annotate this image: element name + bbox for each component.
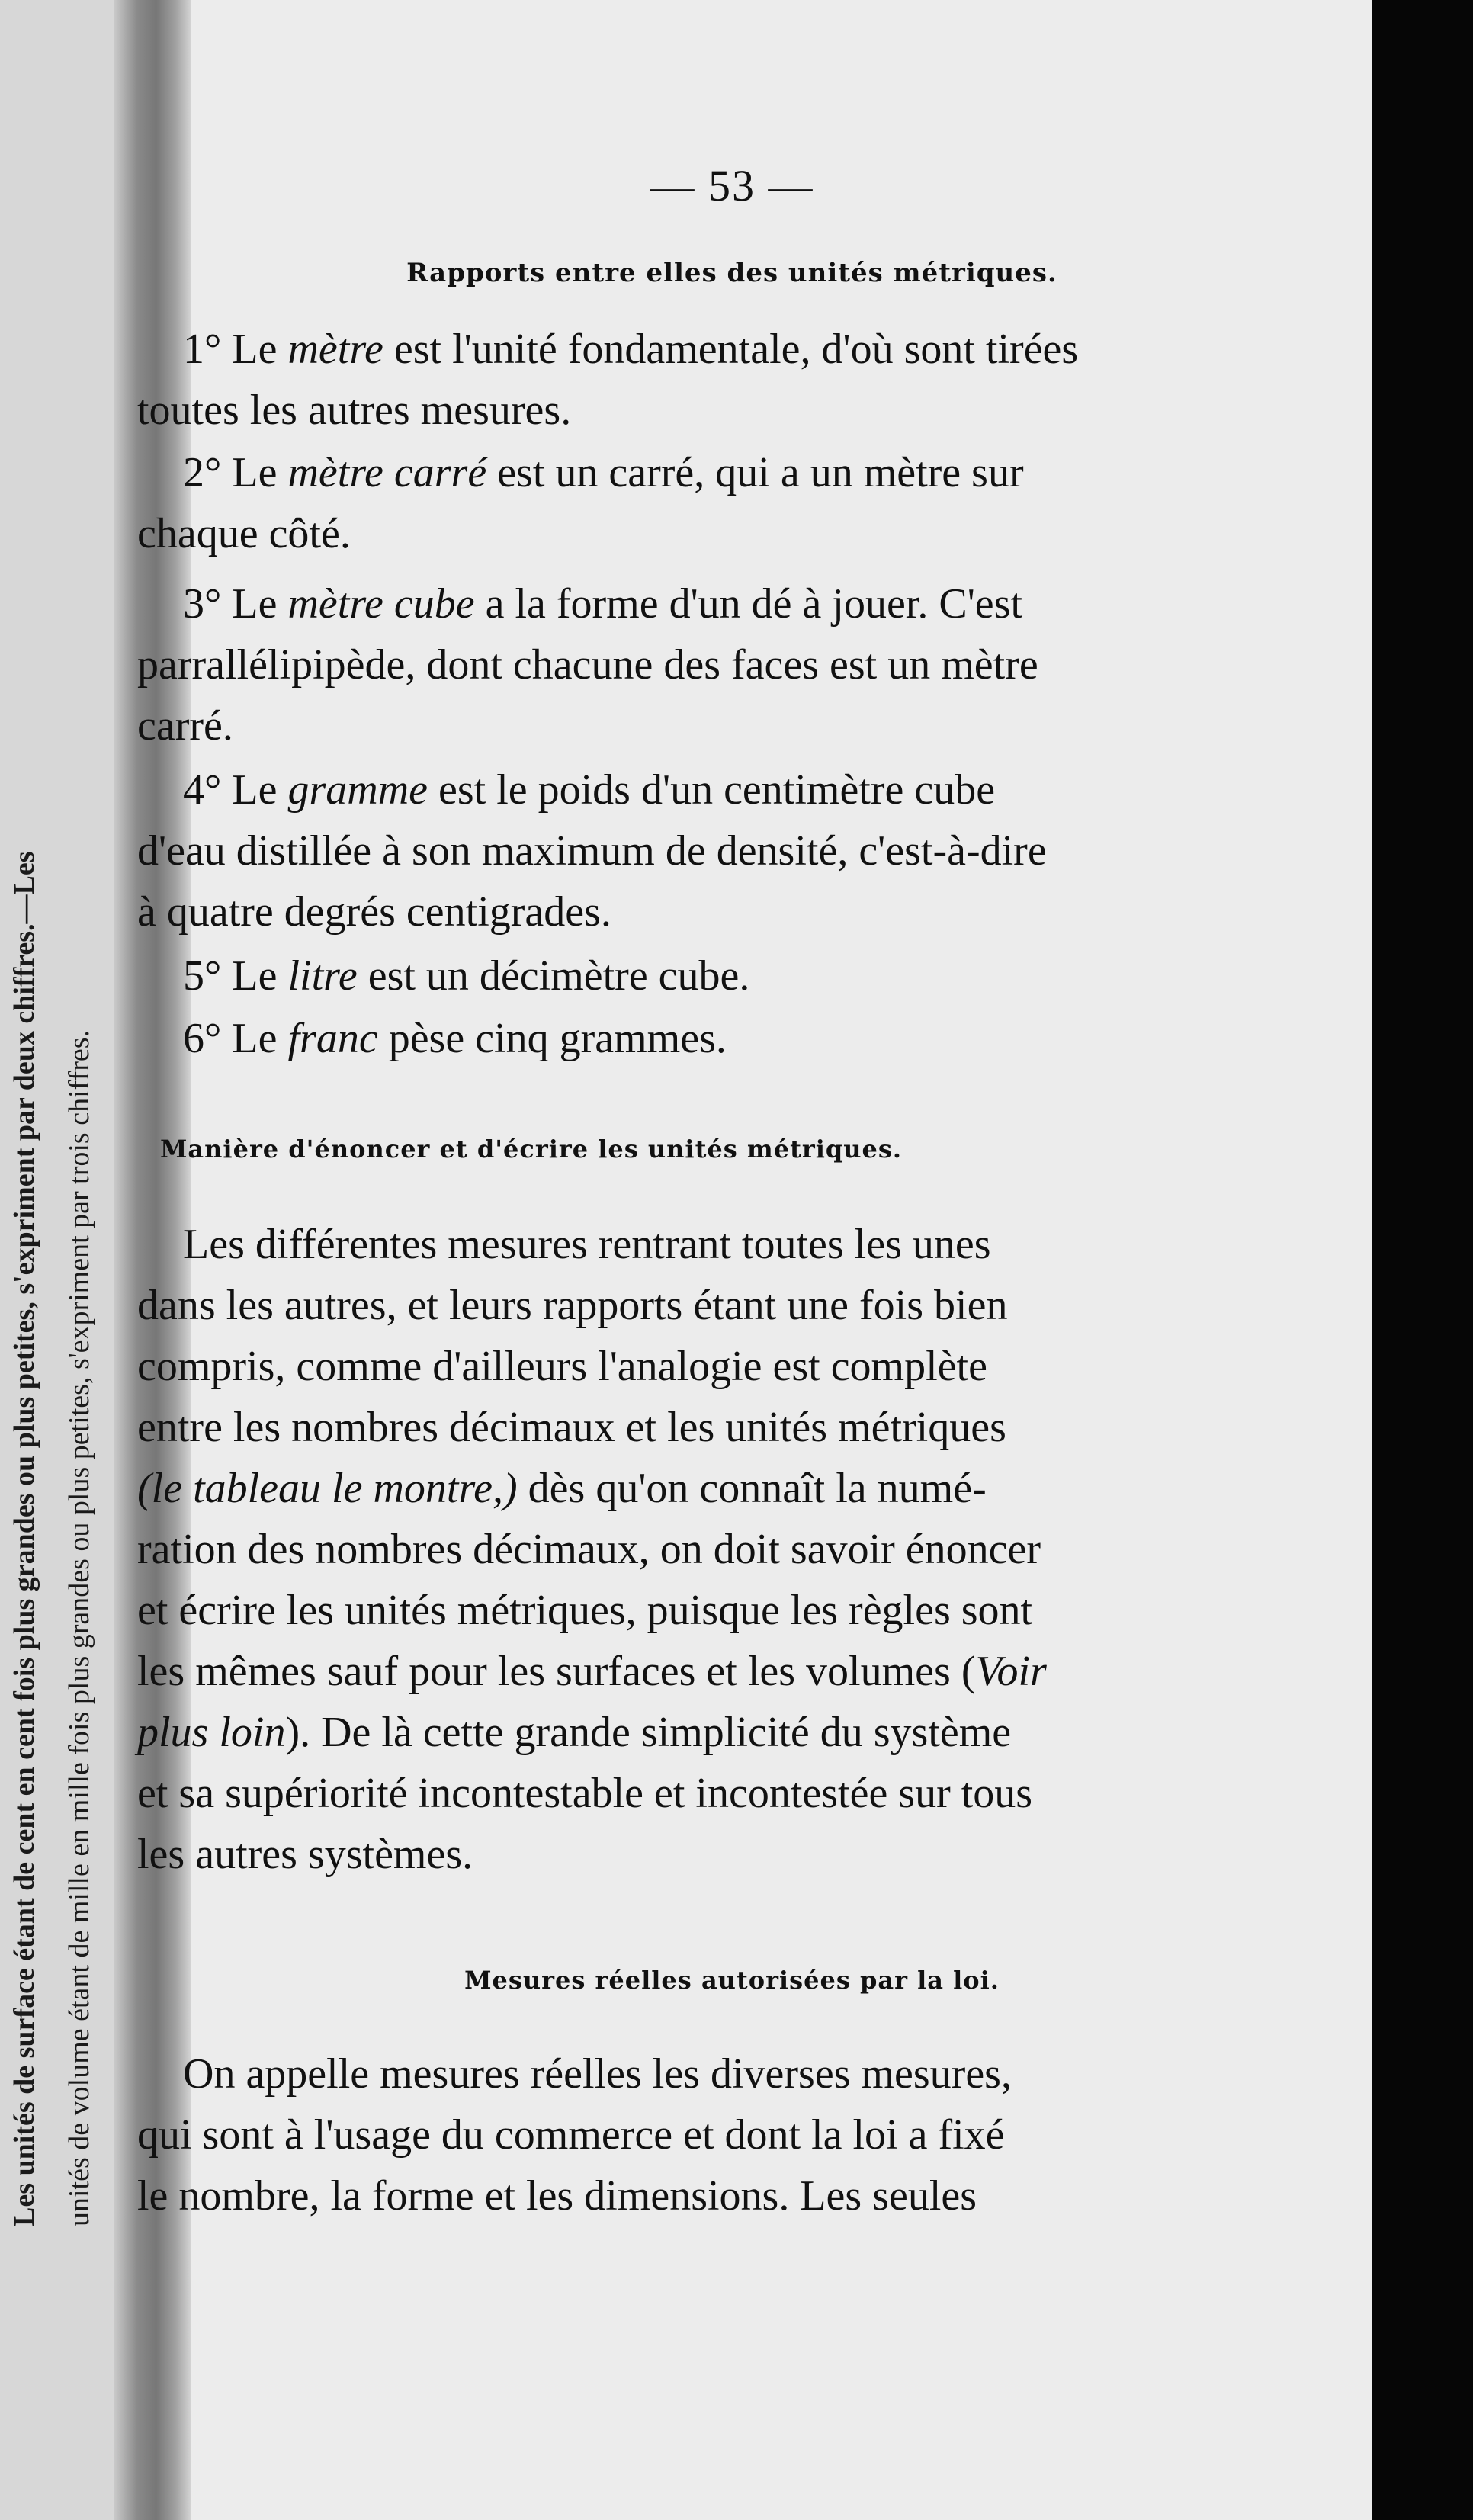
margin-line-1: Les unités de surface étant de cent en cent fois plus grandes ou plus petites, s'expriment par deux chiffres.—Les — [8, 851, 40, 2226]
scan-border — [1372, 0, 1473, 2520]
list-item-5: 5° Le litre est un décimètre cube. — [183, 952, 750, 1000]
page-number: — 53 — — [650, 161, 814, 210]
paragraph-maniere: Les différentes mesures rentrant toutes les unes dans les autres, et leurs rapports étant une fois bien compris, comme d'ailleurs l'analogie est complète entre les nombres décimaux et les unités métriques (le tableau le montre,) dès qu'on connaît la numé- ration des nombres décimaux, on doit savoir énoncer et écrire les unités métriques, puisque les règles sont les mêmes sauf pour les surfaces et les volumes (Voir plus loin). De là cette grande simplicité du système et sa supériorité incontestable et incontestée sur tous les autres systèmes. — [137, 1221, 1047, 1878]
margin-line-2: unités de volume étant de mille en mille fois plus grandes ou plus petites, s'expriment par trois chiffres. — [63, 1029, 95, 2226]
heading-mesures: Mesures réelles autorisées par la loi. — [464, 1966, 1000, 1995]
heading-rapports: Rapports entre elles des unités métriques. — [406, 258, 1057, 288]
paragraph-mesures: On appelle mesures réelles les diverses mesures, qui sont à l'usage du commerce et dont la loi a fixé le nombre, la forme et les dimensions. Les seules — [137, 2050, 1012, 2220]
list-item-4: 4° Le gramme est le poids d'un centimètre cube d'eau distillée à son maximum de densité, c'est-à-dire à quatre degrés centigrades. — [137, 766, 1047, 936]
list-item-2: 2° Le mètre carré est un carré, qui a un mètre sur chaque côté. — [137, 449, 1024, 557]
list-item-1: 1° Le mètre est l'unité fondamentale, d'où sont tirées toutes les autres mesures. — [137, 326, 1079, 434]
heading-maniere: Manière d'énoncer et d'écrire les unités métriques. — [160, 1135, 903, 1164]
list-item-3: 3° Le mètre cube a la forme d'un dé à jouer. C'est parrallélipipède, dont chacune des faces est un mètre carré. — [137, 580, 1038, 750]
margin-vertical-text — [0, 0, 99, 2257]
list-item-6: 6° Le franc pèse cinq grammes. — [183, 1015, 727, 1062]
